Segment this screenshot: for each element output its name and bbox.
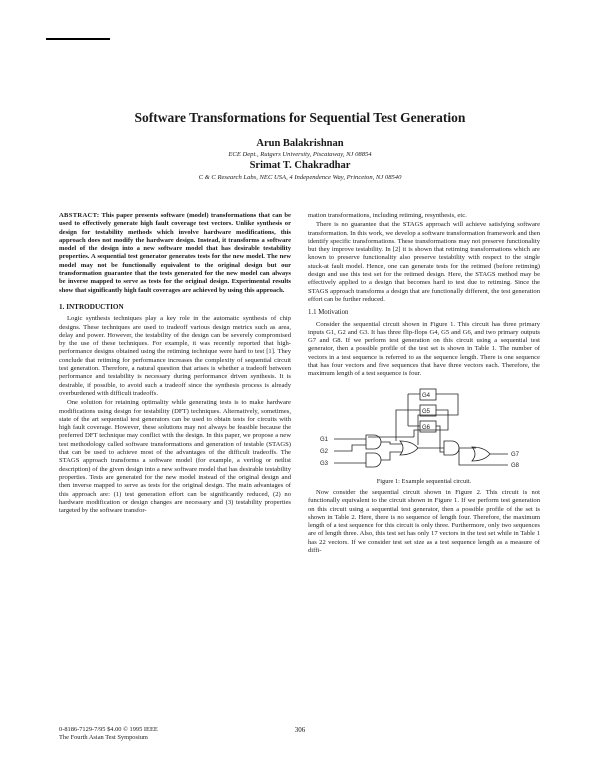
intro-paragraph-2: One solution for retaining optimality while generating tests is to make hardware modifications using design for testability (DFT) techniques. Alternatively, sometimes, state of the art sequential test generators can be used to obtain tests for circuits with high fault coverage. However, these solutions may not always be feasible because the preferred DFT technique may conflict with the design. In this paper, we propose a new test methodology called software transformations and generation of testable (STAGS) that can be used to achieve most of the advantages of the difficult tradeoffs. The STAGS approach transforms a software model (for example, a verilog or netlist description) of the given design into a new software model that has desirable testability properties. Tests are generated for the new model instead of the original design and then inverse mapped to serve as tests for the original design. The main advantages of this approach are: (1) test generation effort can be significantly reduced, (2) no hardware modification or design changes are necessary and (3) testability properties targeted by the software transfor- xyxy=(59,399,291,515)
and-gate-3 xyxy=(444,441,459,455)
intro-paragraph-3: There is no guarantee that the STAGS approach will achieve satisfying software transformation. In this work, we develop a software transformation framework and then identify specific transformations. These transformations may not preserve functionality but they improve testability. In [2] it is shown that retiming transformations which are known to preserve functionality also preserve testability with respect to the single stuck-at fault model. Hence, one can generate tests for the retimed (before retiming) design and use this test set for the retimed design. Here, the STAGS method may be effectively applied to a design that becomes hard to test due to retiming. Since the STAGS approach transforms a design that are functionally different, the test generation effort can be further reduced. xyxy=(308,221,540,303)
or-gate-1 xyxy=(400,441,418,455)
after-figure-paragraph: Now consider the sequential circuit shown in Figure 2. This circuit is not functionally equivalent to the circuit shown in Figure 1. If we perform test generation on this circuit using a sequential test generator, then a possible profile of the set is shown in Table 2. Here, there is no sequence of length four. Therefore, the maximum length of a test sequence for this circuit is only three. Furthermore, only two sequences are of length three. Also, this test set has only 17 vectors in the test set while in Table 1 has 22 vectors. If we consider test set size as a test sequence length as a measure of diffi- xyxy=(308,488,540,555)
circuit-diagram xyxy=(308,385,540,475)
header-rule xyxy=(46,38,110,40)
or-gate-2 xyxy=(472,447,490,461)
input-label-g1: G1 xyxy=(320,436,329,443)
intro-paragraph-1: Logic synthesis techniques play a key role in the automatic synthesis of chip designs. These techniques are used to tradeoff various design metrics such as area, delay and power. However, the testability of the design can be severely compromised by the use of these techniques. For example, it was recently reported that high-performance designs obtained using the retiming technique were hard to test [1]. They conclude that retiming for performance increases the complexity of sequential circuit test generation. Therefore, a natural question that arises is whether a tradeoff between performance and testability is necessary during performance driven synthesis. It is desirable, if possible, to avoid such a tradeoff since the synthesis process is already overburdened with difficult tradeoffs. xyxy=(59,315,291,397)
subsection-heading-motivation: 1.1 Motivation xyxy=(308,309,349,317)
left-column xyxy=(59,212,291,516)
ff-label-g4: G4 xyxy=(422,392,431,399)
figure-1-circuit xyxy=(308,385,540,475)
intro-continuation: mation transformations, including retiming, resynthesis, etc. xyxy=(308,212,467,219)
input-label-g3: G3 xyxy=(320,460,329,467)
author-affiliation-2: C & C Research Labs, NEC USA, 4 Independence Way, Princeton, NJ 08540 xyxy=(198,174,402,181)
abstract xyxy=(59,212,291,295)
figure-1-caption: Figure 1: Example sequential circuit. xyxy=(376,477,472,485)
output-label-g8: G8 xyxy=(511,462,520,469)
footer-conference-line: The Fourth Asian Test Symposium xyxy=(59,734,148,741)
paper-title: Software Transformations for Sequential Test Generation xyxy=(134,110,466,125)
right-column xyxy=(308,212,540,556)
ff-label-g5: G5 xyxy=(422,408,431,415)
author-name-1: Arun Balakrishnan xyxy=(256,138,344,149)
motivation-paragraph-1: Consider the sequential circuit shown in Figure 1. This circuit has three primary inputs G1, G2 and G3. It has three flip-flops G4, G5 and G6, and two primary outputs G7 and G8. If we perform test generation on this circuit using a sequential test generator, then a possible profile of the test set is shown in Table 1. The number of vectors in a test sequence is referred to as the sequence length. There is one sequence that has four vectors and five sequences that have three vectors each. Therefore, the maximum length of a test sequence is four. xyxy=(308,320,540,378)
section-heading-introduction: 1. INTRODUCTION xyxy=(59,302,124,311)
abstract-text: This paper presents software (model) transformations that can be used to effectively generate high fault coverage test vectors. Unlike synthesis or design for testability methods which involve hardware modifications, this approach does not modify the hardware design. Instead, it transforms a software model of the design into a new software model that has desirable testability properties. A sequential test generator generates tests for the new model. The new model may not be functionally equivalent to the original design but our transformation guarantee that the tests generated for the new model can always be inverse mapped to serve as tests for the original design. Experimental results show that significantly high fault coverages are achieved by using this approach. xyxy=(59,212,291,294)
abstract-label: ABSTRACT: xyxy=(59,212,100,219)
output-label-g7: G7 xyxy=(511,451,520,458)
ff-label-g6: G6 xyxy=(422,424,431,431)
and-gate-2 xyxy=(366,453,381,467)
author-name-2: Srimat T. Chakradhar xyxy=(249,160,351,171)
page-number: 306 xyxy=(294,726,306,734)
author-affiliation-1: ECE Dept., Rutgers University, Piscataway, NJ 08854 xyxy=(228,151,372,158)
footer-copyright-line: 0-8186-7129-7/95 $4.00 © 1995 IEEE xyxy=(59,726,158,733)
input-label-g2: G2 xyxy=(320,448,329,455)
